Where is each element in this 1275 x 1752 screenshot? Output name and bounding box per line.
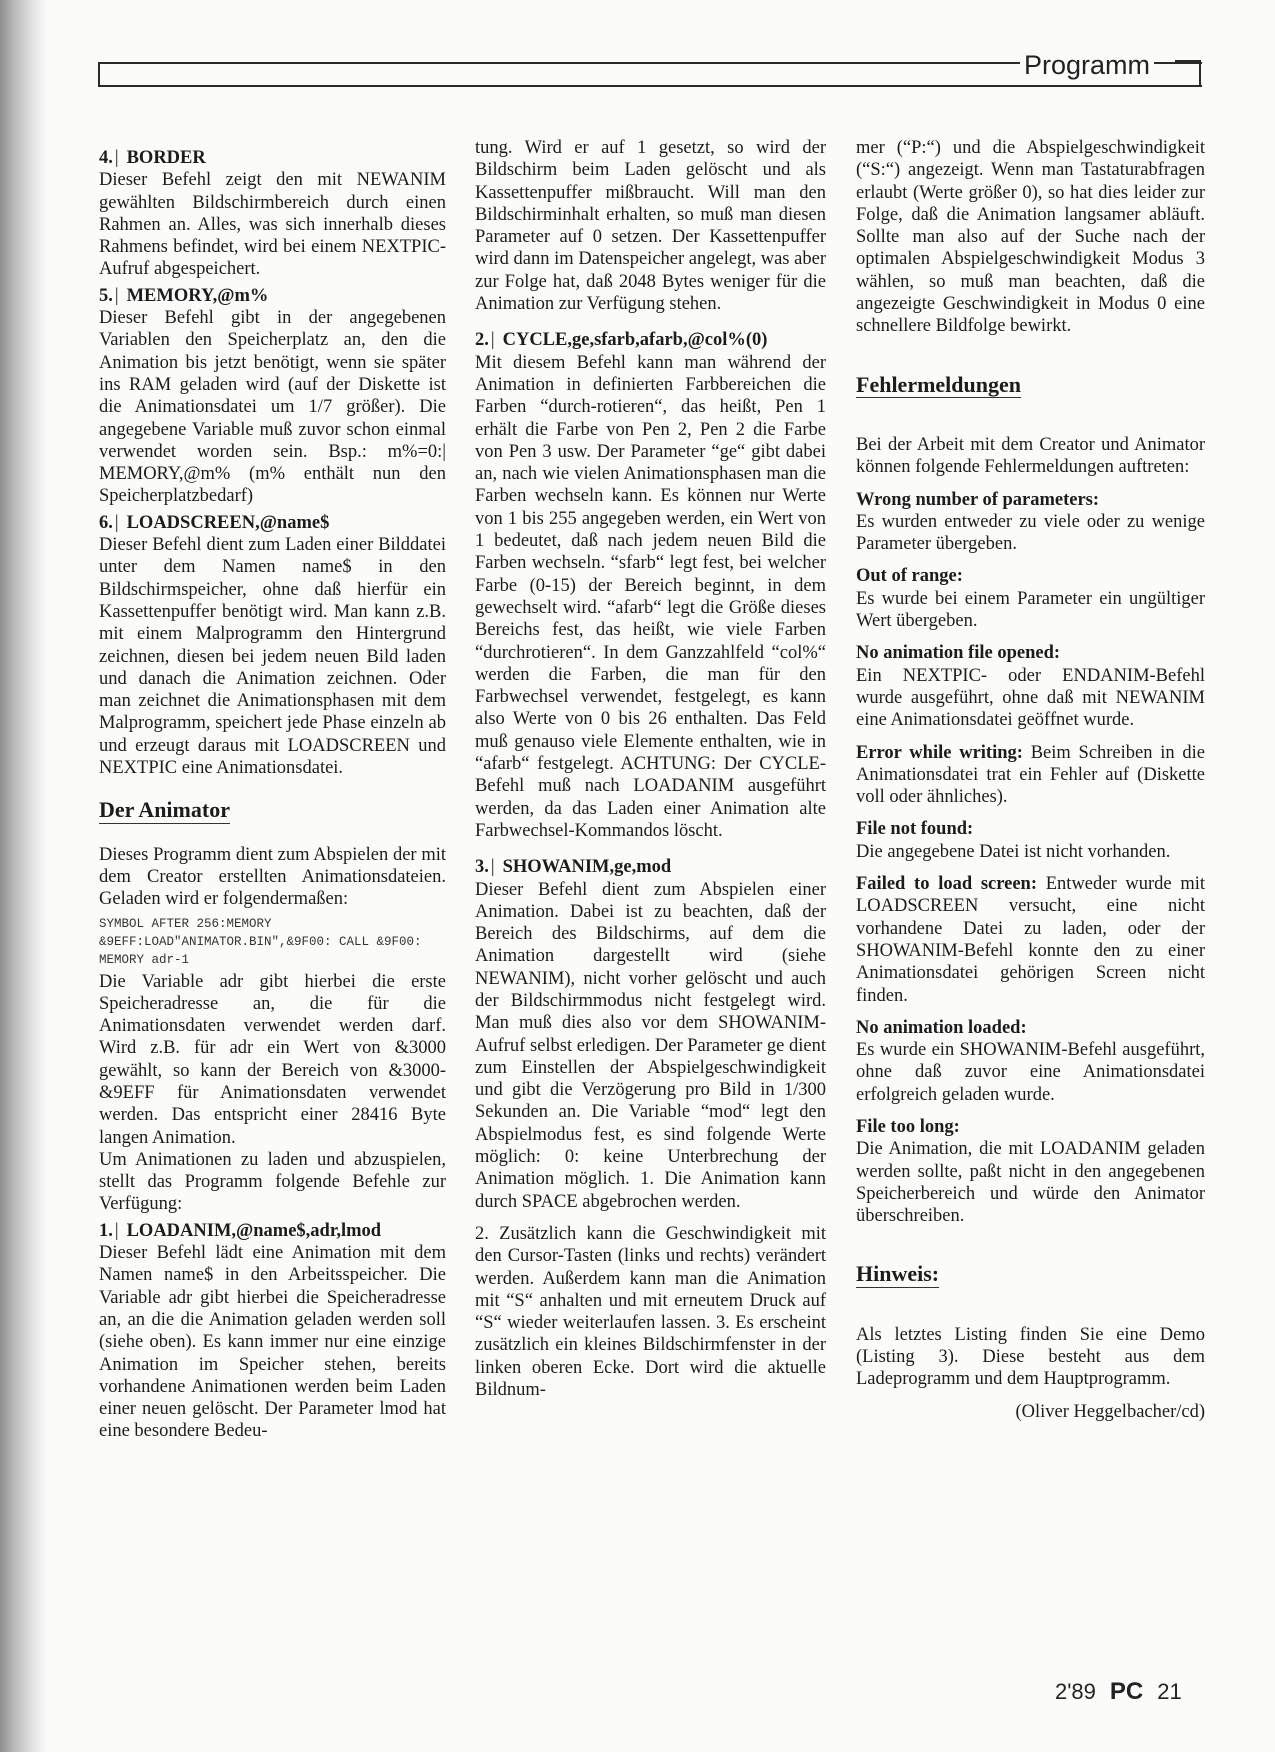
command-heading: 4. | BORDER bbox=[99, 148, 206, 168]
paragraph: Um Animationen zu laden und abzuspielen, stellt das Programm folgende Befehle zur Verfügung: bbox=[99, 1149, 446, 1215]
command-name: MEMORY,@m% bbox=[126, 285, 269, 306]
issue-number: 2'89 bbox=[1055, 1679, 1096, 1704]
command-heading: 3. | SHOWANIM,ge,mod bbox=[475, 857, 672, 878]
paragraph: tung. Wird er auf 1 gesetzt, so wird der Bildschirm beim Laden gelöscht und als Kassettenpuffer mißbraucht. Will man den Bildschirminhalt erhalten, so muß man diesen Parameter auf 0 setzen. Der Kassettenpuffer wird dann im Datenspeicher angelegt, was aber zur Folge hat, daß 2048 Bytes weniger für die Animation zur Verfügung stehen. bbox=[475, 138, 826, 315]
command-heading: 5. | MEMORY,@m% bbox=[99, 285, 269, 306]
error-description: Es wurde ein SHOWANIM-Befehl ausgeführt, ohne daß zuvor eine Animationsdatei erfolgreich geladen wurde. bbox=[856, 1040, 1205, 1105]
error-title: File too long: bbox=[856, 1116, 960, 1137]
command-heading: 2. | CYCLE,ge,sfarb,afarb,@col%(0) bbox=[475, 330, 768, 351]
author-credit: (Oliver Heggelbacher/cd) bbox=[1015, 1401, 1205, 1422]
command-heading: 6. | LOADSCREEN,@name$ bbox=[99, 512, 330, 533]
command-number: 4. bbox=[99, 148, 113, 168]
error-title: No animation file opened: bbox=[856, 643, 1061, 664]
command-description: Dieser Befehl lädt eine Animation mit dem Namen name$ in den Arbeitsspeicher. Die Variable adr gibt hierbei die Speicheradresse an, an die die Animation geladen werden soll (siehe oben). Es kann immer nur eine einzige Animation im Speicher stehen, bereits vorhandene Animationen werden beim Laden einer neuen gelöscht. Der Parameter lmod hat eine besondere Bedeu- bbox=[99, 1243, 446, 1442]
error-title: No animation loaded: bbox=[856, 1017, 1027, 1038]
paragraph: 2. Zusätzlich kann die Geschwindigkeit mit den Cursor-Tasten (links und rechts) verändert werden. Außerdem kann man die Animation mit “S“ anhalten und mit erneutem Druck auf “S“ wieder weiterlaufen lassen. 3. Es erscheint zusätzlich ein kleines Bildschirmfenster in der linken oberen Ecke. Dort wird die aktuelle Bildnum- bbox=[475, 1223, 826, 1401]
section-heading-errors: Fehlermeldungen bbox=[856, 371, 1021, 397]
error-title: Wrong number of parameters: bbox=[856, 489, 1100, 510]
error-description: Beim Schreiben in die Animationsdatei trat ein Fehler auf (Diskette voll oder ähnliches). bbox=[856, 742, 1206, 808]
error-entry bbox=[856, 873, 1205, 1007]
paragraph: Dieses Programm dient zum Abspielen der mit dem Creator erstellten Animationsdateien. Geladen wird er folgendermaßen: bbox=[99, 844, 446, 910]
command-description: Dieser Befehl dient zum Abspielen einer Animation. Dabei ist zu beachten, daß der Bereich des Bildschirms, auf dem die Animation dargestellt wird (siehe NEWANIM), nicht vorher gelöscht und auch der Bildschirmmodus nicht festgelegt wird. Man muß dies also vor dem SHOWANIM-Aufruf selbst erledigen. Der Parameter ge dient zum Einstellen der Abspielgeschwindigkeit und gibt die Verzögerung pro Bild in 1/300 Sekunden an. Die Variable “mod“ legt den Abspielmodus fest, es sind folgende Werte möglich: 0: keine Unterbrechung der Animation möglich. 1. Die Animation kann durch SPACE abgebrochen werden. bbox=[475, 879, 826, 1212]
command-name: LOADSCREEN,@name$ bbox=[126, 512, 330, 533]
command-name: CYCLE,ge,sfarb,afarb,@col%(0) bbox=[502, 330, 768, 351]
paragraph: mer (“P:“) und die Abspielgeschwindigkeit (“S:“) angezeigt. Wenn man Tastaturabfragen erlaubt (Werte größer 0), so hat dies leider zur Folge, daß die Animation langsamer abläuft. Sollte man also auf der Suche nach der optimalen Abspielgeschwindigkeit Modus 3 wählen, so muß man beachten, daß die angezeigte Geschwindigkeit in Modus 0 eine schnellere Bildfolge bewirkt. bbox=[856, 138, 1205, 337]
command-name: SHOWANIM,ge,mod bbox=[502, 857, 672, 878]
code-snippet: SYMBOL AFTER 256:MEMORY &9EFF:LOAD"ANIMATOR.BIN",&9F00: CALL &9F00: MEMORY adr-1 bbox=[99, 916, 422, 967]
error-title: File not found: bbox=[856, 819, 974, 840]
command-name: LOADANIM,@name$,adr,lmod bbox=[126, 1220, 382, 1241]
column-3 bbox=[856, 137, 1205, 1423]
command-number: 6. bbox=[99, 512, 113, 533]
error-entry bbox=[856, 742, 1205, 809]
command-number: 5. bbox=[99, 285, 113, 306]
error-description: Die Animation, die mit LOADANIM geladen werden sollte, paßt nicht in den angegebenen Speicherbereich und würde den Animator überschreiben. bbox=[856, 1139, 1205, 1227]
error-description: Ein NEXTPIC- oder ENDANIM-Befehl wurde ausgeführt, ohne daß mit NEWANIM eine Animationsdatei geöffnet wurde. bbox=[856, 665, 1205, 731]
paragraph: Als letztes Listing finden Sie eine Demo (Listing 3). Diese besteht aus dem Ladeprogramm und dem Hauptprogramm. bbox=[856, 1324, 1205, 1390]
command-description: Dieser Befehl dient zum Laden einer Bilddatei unter dem Namen name$ in den Bildschirmspeicher, ohne daß hierfür ein Kassettenpuffer benötigt wird. Man kann z.B. mit einem Malprogramm den Hintergrund zeichnen, diesen bei jedem neuen Bild laden und danach die Animation zeichnen. Oder man zeichnet die Animationsphasen mit dem Malprogramm, speichert jede Phase einzeln ab und erzeugt daraus mit LOADSCREEN und NEXTPIC eine Animationsdatei. bbox=[99, 535, 446, 779]
error-description: Es wurde bei einem Parameter ein ungültiger Wert übergeben. bbox=[856, 588, 1205, 632]
section-heading-animator: Der Animator bbox=[99, 797, 230, 823]
error-title: Out of range: bbox=[856, 566, 963, 587]
command-description: Dieser Befehl zeigt den mit NEWANIM gewählten Bildschirmbereich durch einen Rahmen an. Alles, was sich innerhalb dieses Rahmens befindet, wird bei einem NEXTPIC-Aufruf abgespeichert. bbox=[99, 170, 446, 280]
command-description: Dieser Befehl gibt in der angegebenen Variablen den Speicherplatz an, den die Animation bis jetzt benötigt, wenn sie später ins RAM geladen wird (auf der Diskette ist die Animationsdatei um 1/7 größer). Die angegebene Variable muß zuvor schon einmal verwendet worden sein. Bsp.: m%=0:| MEMORY,@m% (m% enthält nun den Speicherplatzbedarf) bbox=[99, 308, 446, 507]
page-number: 21 bbox=[1157, 1679, 1182, 1704]
error-title: Error while writing: bbox=[856, 742, 1023, 763]
command-number: 1. bbox=[99, 1220, 113, 1241]
column-2 bbox=[475, 137, 826, 1401]
error-description: Die angegebene Datei ist nicht vorhanden. bbox=[856, 841, 1171, 862]
paragraph: Die Variable adr gibt hierbei die erste Speicheradresse an, die für die Animationsdaten verwendet werden darf. Wird z.B. für adr ein Wert von &3000 gewählt, so kann der Bereich von &3000-&9EFF für Animationsdaten verwendet werden. Das entspricht einer 28416 Byte langen Animation. bbox=[99, 971, 446, 1148]
command-heading: 1. | LOADANIM,@name$,adr,lmod bbox=[99, 1220, 382, 1241]
command-description: Mit diesem Befehl kann man während der Animation in definierten Farbbereichen die Farben “durch-rotieren“, das heißt, Pen 1 erhält die Farbe von Pen 2, Pen 2 die Farbe von Pen 3 usw. Der Parameter “ge“ gibt dabei an, nach wie vielen Animationsphasen man die Farben wechseln kann. Es können nur Werte von 1 bis 255 angegeben werden, ein Wert von 1 bedeutet, daß nach jedem neuen Bild die Farben wechseln. “sfarb“ legt fest, bei welcher Farbe (0-15) der Bereich beginnt, in dem gewechselt wird. “afarb“ legt die Größe dieses Bereichs fest, das heißt, wie viele Farben “durchrotieren“. In dem Ganzzahlfeld “col%“ werden die Farben, die man für den Farbwechsel verwendet, festgelegt, es kann also Werte von 0 bis 26 enthalten. Das Feld muß genauso viele Elemente enthalten, wie in “afarb“ festgelegt. ACHTUNG: Der CYCLE-Befehl muß nach LOADANIM ausgeführt werden, da das Laden einer Animation alte Farbwechsel-Kommandos löscht. bbox=[475, 352, 826, 841]
command-number: 3. bbox=[475, 857, 489, 878]
error-description: Entweder wurde mit LOADSCREEN versucht, eine nicht vorhandene Datei zu laden, oder der SHOWANIM-Befehl konnte den zu einer Animationsdatei gehörigen Screen nicht finden. bbox=[856, 874, 1205, 1006]
paragraph: Bei der Arbeit mit dem Creator und Animator können folgende Fehlermeldungen auftreten: bbox=[856, 434, 1205, 478]
column-1 bbox=[99, 143, 446, 1443]
command-name: BORDER bbox=[126, 148, 206, 168]
error-description: Es wurden entweder zu viele oder zu wenige Parameter übergeben. bbox=[856, 511, 1205, 555]
error-title: Failed to load screen: bbox=[856, 874, 1038, 895]
section-label: Programm bbox=[1020, 50, 1154, 81]
command-number: 2. bbox=[475, 330, 489, 351]
header-rule-end bbox=[1175, 60, 1201, 87]
section-heading-hint: Hinweis: bbox=[856, 1261, 940, 1287]
magazine-logo: PC bbox=[1109, 1678, 1144, 1705]
page-footer bbox=[1055, 1678, 1182, 1706]
page-binding-shadow bbox=[0, 0, 48, 1752]
